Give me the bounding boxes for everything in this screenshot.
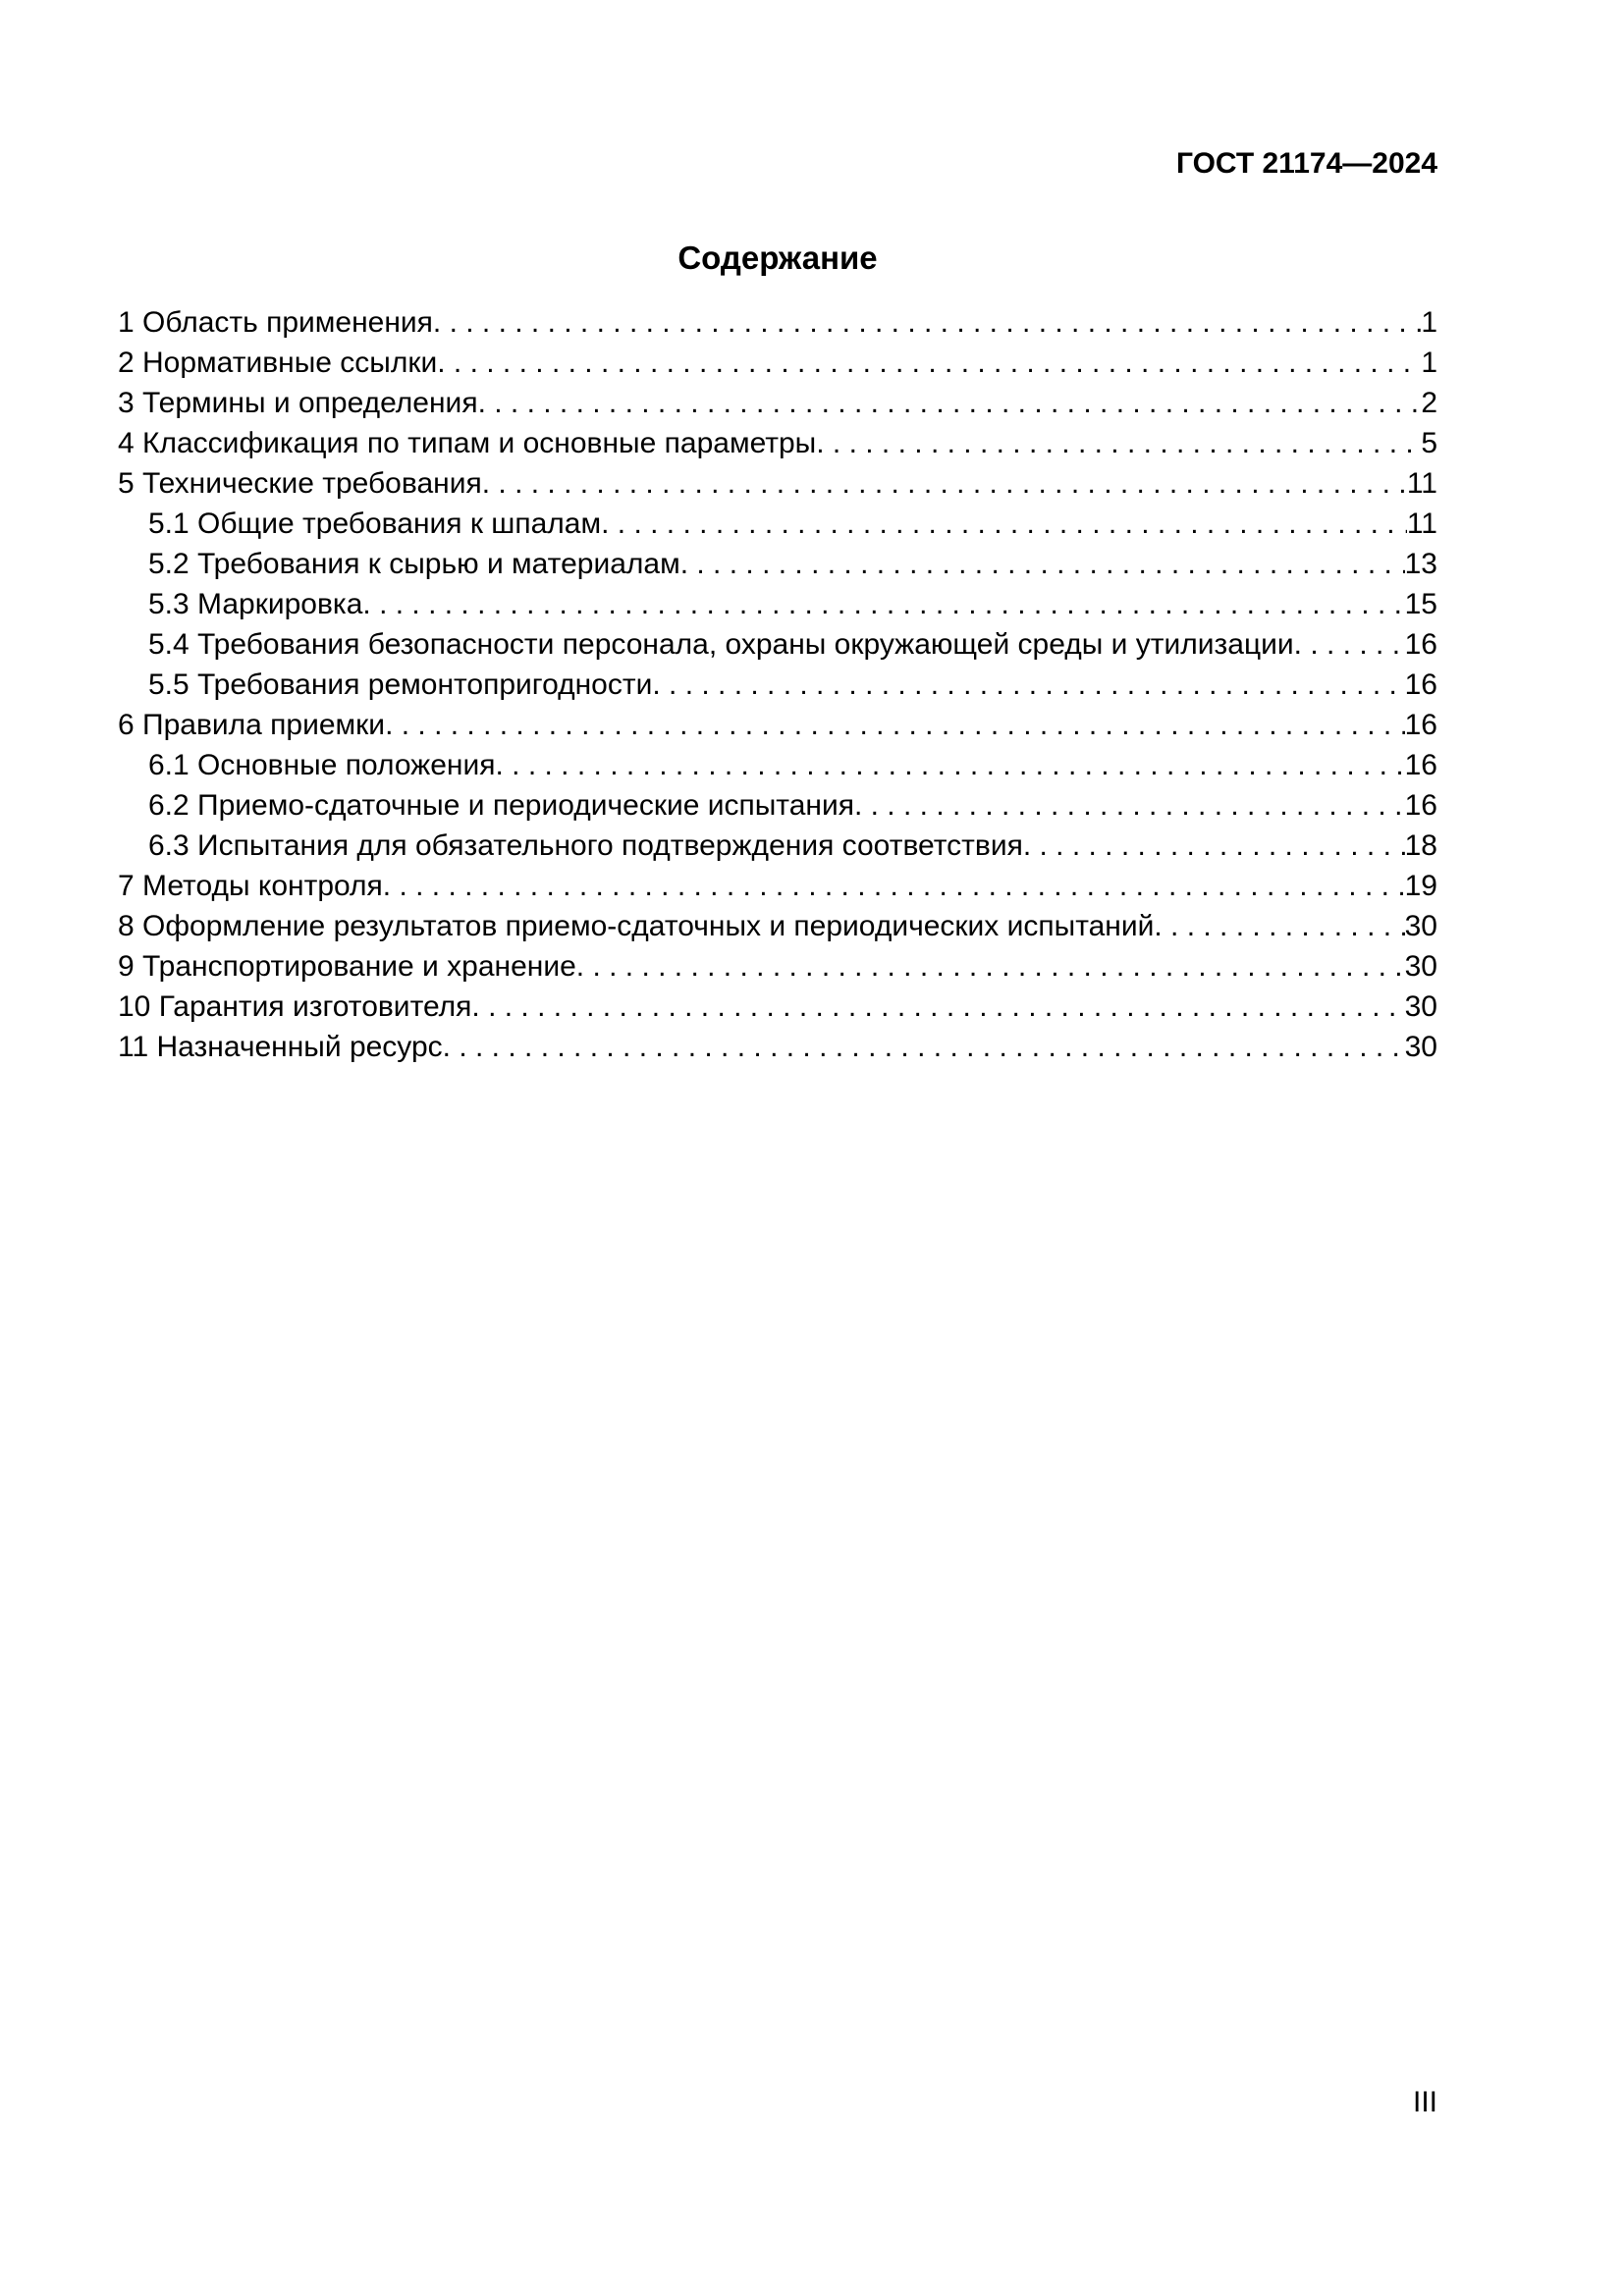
- toc-entry: [118, 826, 1437, 866]
- toc-entry: [118, 705, 1437, 745]
- toc-entry: [118, 302, 1437, 343]
- toc-entry-page: 19: [1404, 870, 1437, 902]
- toc-entry-page: 15: [1404, 588, 1437, 620]
- toc-entry-title: 6.3 Испытания для обязательного подтверждения соответствия: [148, 829, 1023, 862]
- toc-entry-page: 1: [1421, 306, 1437, 339]
- toc-entry-page: 16: [1404, 668, 1437, 701]
- dot-leader: [1023, 826, 1405, 866]
- dot-leader: [482, 463, 1407, 504]
- toc-entry-title: 8 Оформление результатов приемо-сдаточных и периодических испытаний: [118, 910, 1155, 942]
- toc-entry-title: 6.1 Основные положения: [148, 749, 496, 781]
- toc-entry-page: 30: [1404, 990, 1437, 1023]
- toc-entry: [118, 665, 1437, 705]
- toc-entry: [118, 785, 1437, 826]
- toc-entry: [118, 463, 1437, 504]
- toc-entry: [118, 906, 1437, 946]
- toc-entry: [118, 946, 1437, 987]
- toc-entry-title: 6.2 Приемо-сдаточные и периодические испытания: [148, 789, 854, 822]
- document-number: ГОСТ 21174—2024: [1175, 147, 1437, 180]
- toc-entry-page: 11: [1406, 467, 1437, 500]
- toc-entry: [118, 987, 1437, 1027]
- toc-entry-title: 3 Термины и определения: [118, 387, 478, 419]
- toc-entry-page: 18: [1404, 829, 1437, 862]
- page-number: III: [1412, 2086, 1437, 2118]
- toc-entry: [118, 624, 1437, 665]
- toc-entry: [118, 584, 1437, 624]
- toc-entry-title: 2 Нормативные ссылки: [118, 347, 438, 379]
- toc-entry-title: 9 Транспортирование и хранение: [118, 950, 576, 983]
- toc-entry: [118, 504, 1437, 544]
- dot-leader: [601, 504, 1407, 544]
- dot-leader: [471, 987, 1404, 1027]
- toc-entry-page: 30: [1404, 950, 1437, 983]
- dot-leader: [1294, 624, 1405, 665]
- dot-leader: [652, 665, 1404, 705]
- dot-leader: [854, 785, 1405, 826]
- toc-entry-page: 13: [1404, 548, 1437, 580]
- toc-entry: [118, 745, 1437, 785]
- dot-leader: [383, 866, 1405, 906]
- dot-leader: [680, 544, 1405, 584]
- toc-entry-title: 1 Область применения: [118, 306, 433, 339]
- toc-entry-page: 16: [1404, 789, 1437, 822]
- toc-entry-page: 16: [1404, 709, 1437, 741]
- dot-leader: [478, 383, 1422, 423]
- toc-entry: [118, 383, 1437, 423]
- toc-entry: [118, 866, 1437, 906]
- dot-leader: [433, 302, 1421, 343]
- toc-entry-title: 5.2 Требования к сырью и материалам: [148, 548, 680, 580]
- page-title: Содержание: [677, 240, 878, 276]
- toc-entry-page: 30: [1404, 910, 1437, 942]
- toc-entry-title: 10 Гарантия изготовителя: [118, 990, 472, 1023]
- toc-entry: [118, 343, 1437, 383]
- toc-entry-page: 1: [1421, 347, 1437, 379]
- toc-entry-page: 11: [1406, 507, 1437, 540]
- dot-leader: [437, 343, 1421, 383]
- table-of-contents: [118, 302, 1437, 1067]
- dot-leader: [576, 946, 1405, 987]
- toc-entry-page: 16: [1404, 749, 1437, 781]
- toc-entry-title: 5 Технические требования: [118, 467, 482, 500]
- dot-leader: [496, 745, 1405, 785]
- toc-entry-title: 11 Назначенный ресурс: [118, 1031, 443, 1063]
- dot-leader: [816, 423, 1421, 463]
- toc-entry-title: 7 Методы контроля: [118, 870, 383, 902]
- dot-leader: [385, 705, 1405, 745]
- toc-entry-page: 5: [1421, 427, 1437, 459]
- toc-entry: [118, 544, 1437, 584]
- toc-entry: [118, 1027, 1437, 1067]
- toc-entry-title: 6 Правила приемки: [118, 709, 386, 741]
- toc-entry-title: 5.1 Общие требования к шпалам: [148, 507, 602, 540]
- dot-leader: [1154, 906, 1404, 946]
- toc-entry-page: 30: [1404, 1031, 1437, 1063]
- toc-entry-title: 4 Классификация по типам и основные параметры: [118, 427, 817, 459]
- dot-leader: [443, 1027, 1405, 1067]
- toc-entry-page: 16: [1404, 628, 1437, 661]
- toc-entry-title: 5.4 Требования безопасности персонала, охраны окружающей среды и утилизации: [148, 628, 1294, 661]
- toc-entry: [118, 423, 1437, 463]
- dot-leader: [362, 584, 1404, 624]
- toc-entry-title: 5.5 Требования ремонтопригодности: [148, 668, 653, 701]
- toc-entry-title: 5.3 Маркировка: [148, 588, 363, 620]
- toc-entry-page: 2: [1421, 387, 1437, 419]
